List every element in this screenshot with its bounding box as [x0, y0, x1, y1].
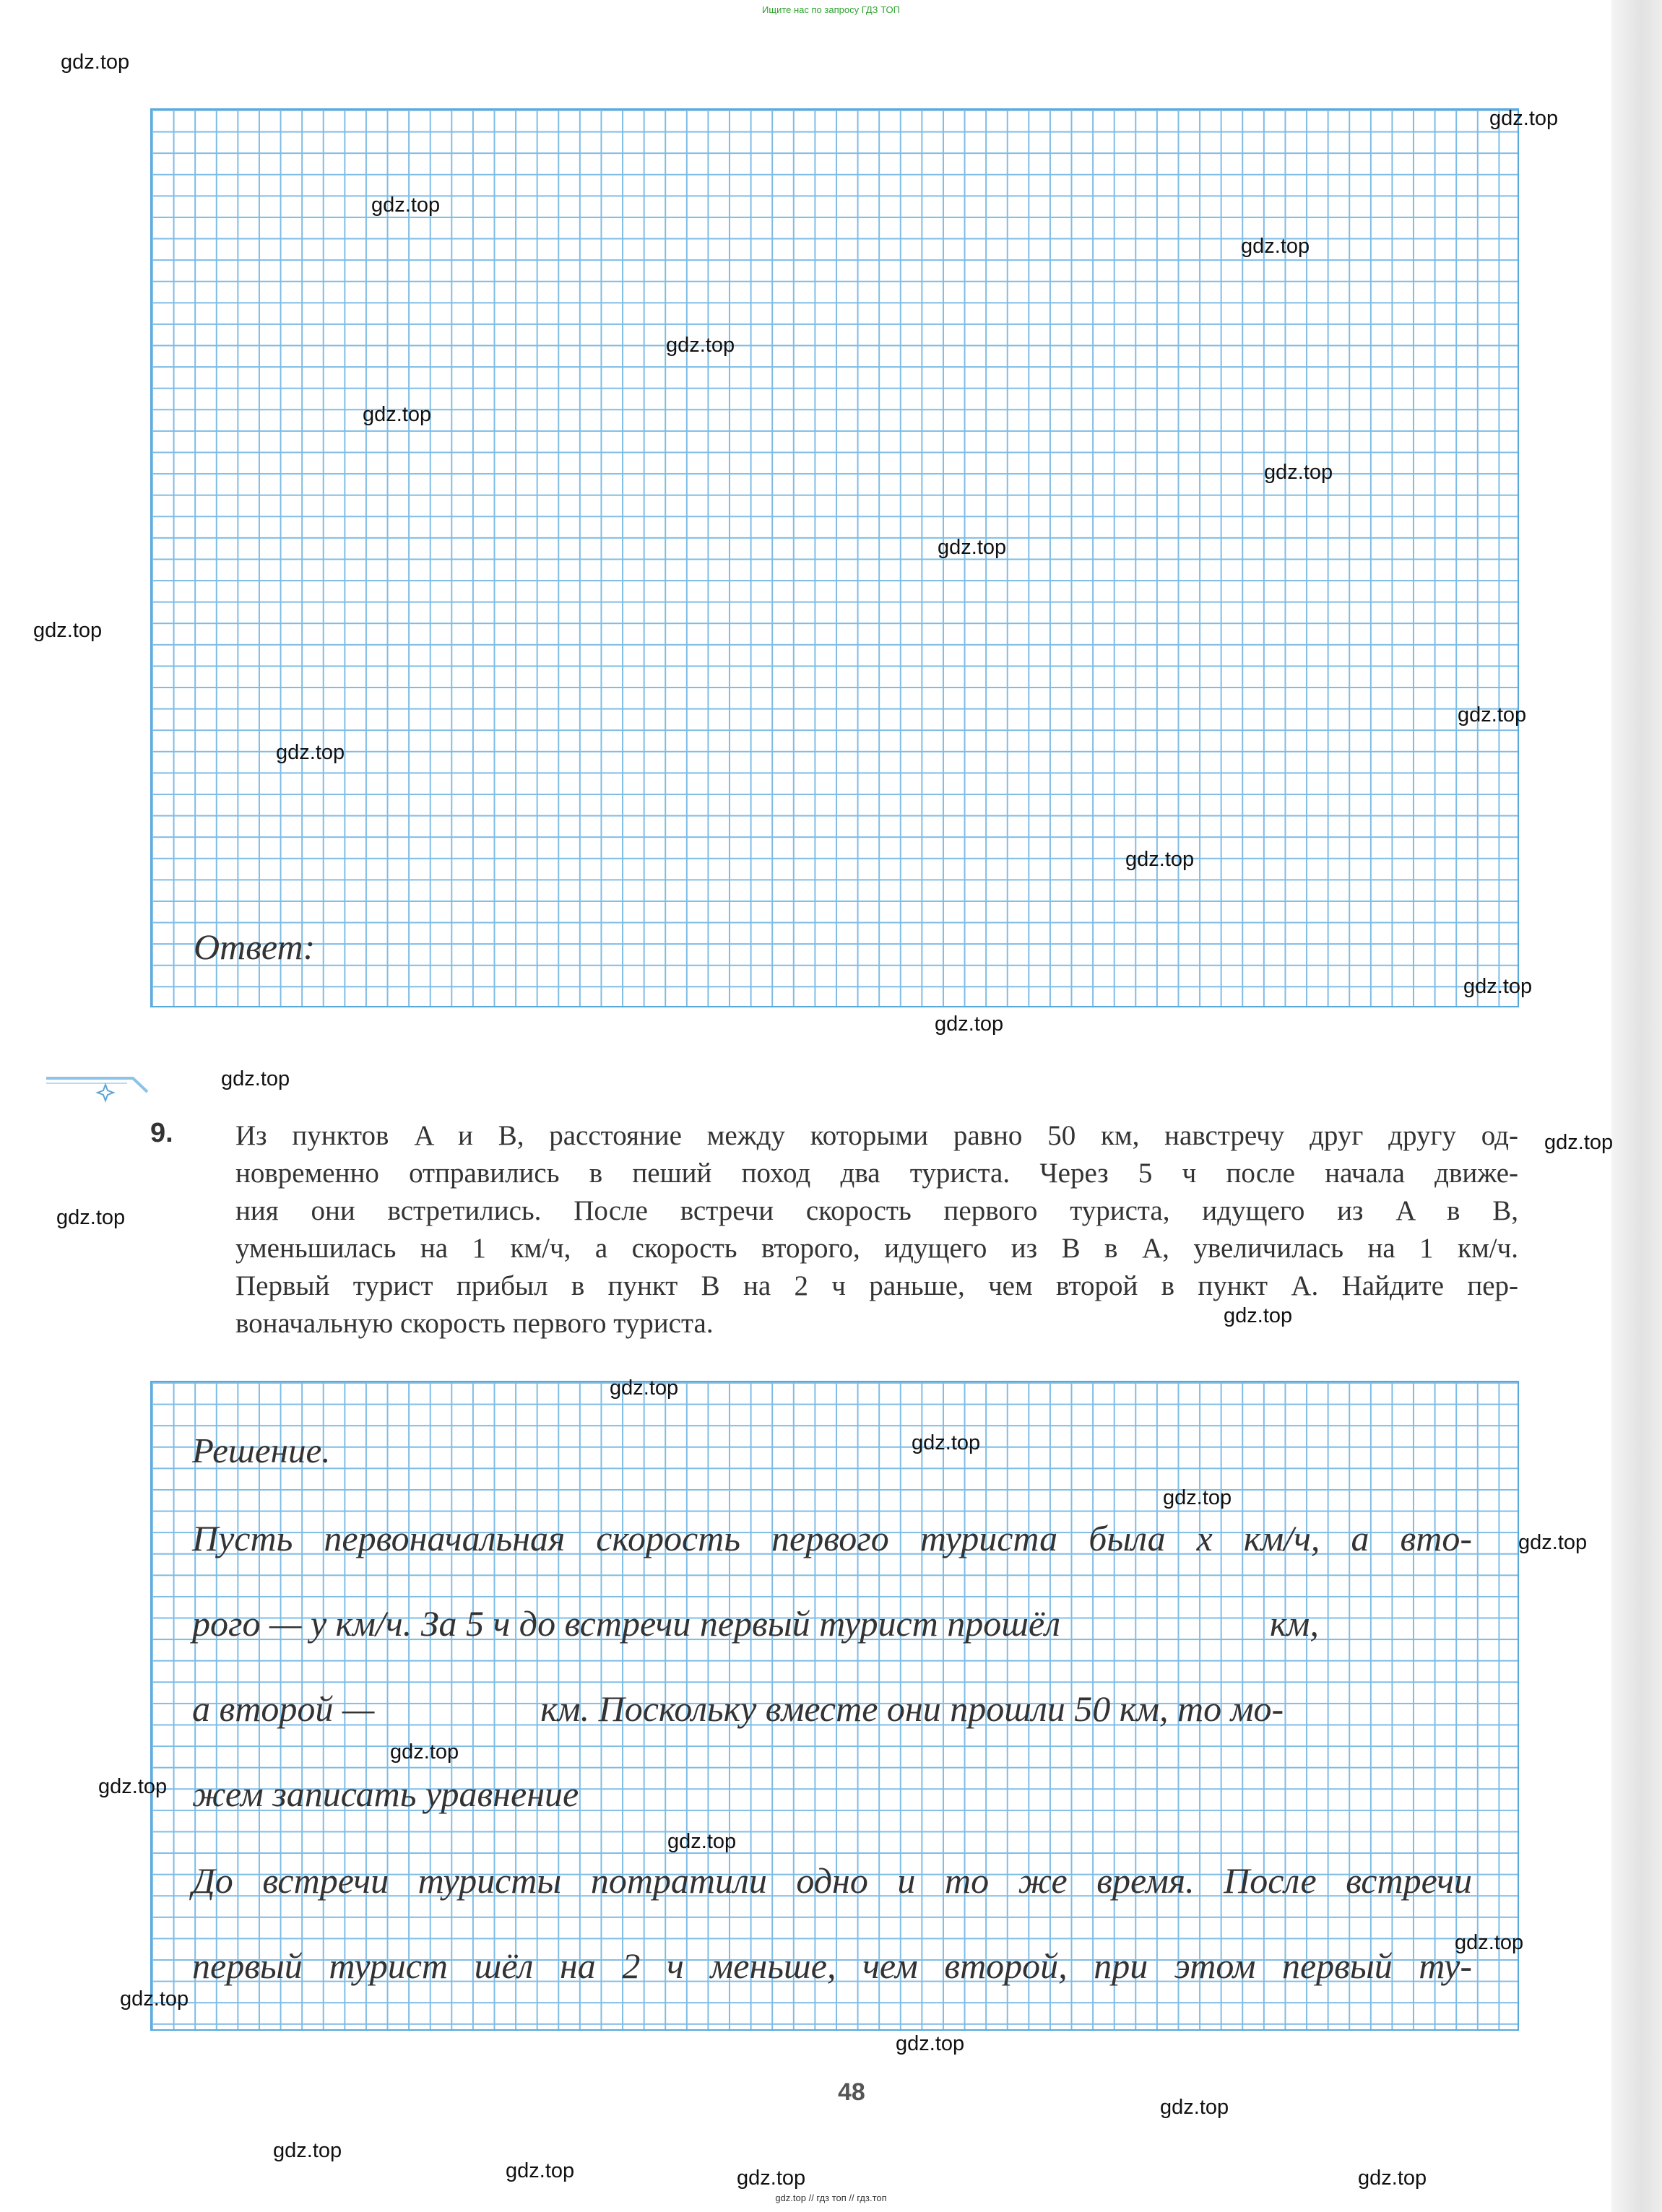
watermark: gdz.top: [61, 51, 130, 74]
answer-label: Ответ:: [194, 927, 316, 967]
watermark: gdz.top: [896, 2032, 965, 2055]
watermark: gdz.top: [912, 1431, 981, 1454]
watermark: gdz.top: [390, 1740, 459, 1764]
watermark: gdz.top: [1489, 107, 1559, 130]
solution-text: км,: [1270, 1603, 1319, 1644]
task-number: 9.: [150, 1118, 173, 1148]
task-divider-ornament: [46, 1075, 149, 1103]
watermark: gdz.top: [1264, 461, 1333, 484]
watermark: gdz.top: [737, 2167, 806, 2190]
solution-line: До встречи туристы потратили одно и то же время. После встречи: [192, 1860, 1472, 1901]
solution-line: жем записать уравнение: [192, 1774, 579, 1814]
watermark: gdz.top: [1358, 2167, 1427, 2190]
watermark: gdz.top: [938, 536, 1007, 559]
watermark: gdz.top: [120, 1987, 189, 2011]
watermark: gdz.top: [506, 2159, 575, 2182]
watermark: gdz.top: [1455, 1931, 1524, 1954]
watermark: gdz.top: [276, 741, 345, 764]
watermark: gdz.top: [1125, 848, 1195, 871]
solution-text: км. Поскольку вместе они прошли 50 км, то мо-: [540, 1688, 1284, 1729]
solution-text: а второй —: [192, 1688, 375, 1729]
watermark: gdz.top: [363, 403, 432, 426]
solution-line: [192, 1687, 1472, 1730]
watermark: gdz.top: [1463, 975, 1533, 998]
watermark: gdz.top: [1160, 2096, 1229, 2119]
task-statement: [235, 1117, 1518, 1343]
watermark: gdz.top: [1518, 1531, 1588, 1554]
watermark: gdz.top: [56, 1206, 126, 1229]
star-icon: [98, 1085, 113, 1101]
task-line: уменьшилась на 1 км/ч, а скорость второго, идущего из B в A, увеличилась на 1 км/ч.: [235, 1233, 1518, 1264]
solution-line: [192, 1602, 1472, 1645]
answer-grid-top: [150, 108, 1519, 1007]
watermark: gdz.top: [33, 619, 103, 642]
task-line: воначальную скорость первого туриста.: [235, 1308, 714, 1339]
solution-text: рого — y км/ч. За 5 ч до встречи первый турист прошёл: [192, 1603, 1061, 1644]
watermark: gdz.top: [221, 1067, 290, 1090]
watermark: gdz.top: [666, 334, 735, 357]
watermark: gdz.top: [1241, 235, 1310, 258]
task-line: Из пунктов A и B, расстояние между которыми равно 50 км, навстречу друг другу од-: [235, 1120, 1518, 1151]
task-line: ния они встретились. После встречи скорость первого туриста, идущего из A в B,: [235, 1195, 1518, 1226]
watermark: gdz.top: [371, 194, 441, 217]
header-note: Ищите нас по запросу ГДЗ ТОП: [762, 4, 900, 15]
solution-line: Пусть первоначальная скорость первого туриста была x км/ч, а вто-: [192, 1518, 1472, 1558]
watermark: gdz.top: [935, 1012, 1004, 1036]
watermark: gdz.top: [98, 1775, 168, 1798]
watermark: gdz.top: [1163, 1486, 1232, 1509]
watermark: gdz.top: [610, 1376, 679, 1400]
watermark: gdz.top: [667, 1830, 737, 1853]
watermark: gdz.top: [273, 2139, 342, 2162]
page-number: 48: [838, 2078, 865, 2106]
page-edge-shadow: [1611, 0, 1662, 2212]
solution-title: Решение.: [192, 1431, 331, 1470]
watermark: gdz.top: [1224, 1304, 1293, 1327]
footer-note: gdz.top // гдз топ // гдз.топ: [775, 2193, 887, 2203]
watermark: gdz.top: [1544, 1131, 1614, 1154]
task-line: новременно отправились в пеший поход два туриста. Через 5 ч после начала движе-: [235, 1158, 1518, 1189]
task-line: Первый турист прибыл в пункт B на 2 ч раньше, чем второй в пункт A. Найдите пер-: [235, 1270, 1518, 1301]
watermark: gdz.top: [1458, 703, 1527, 727]
solution-line: первый турист шёл на 2 ч меньше, чем второй, при этом первый ту-: [192, 1946, 1472, 1986]
